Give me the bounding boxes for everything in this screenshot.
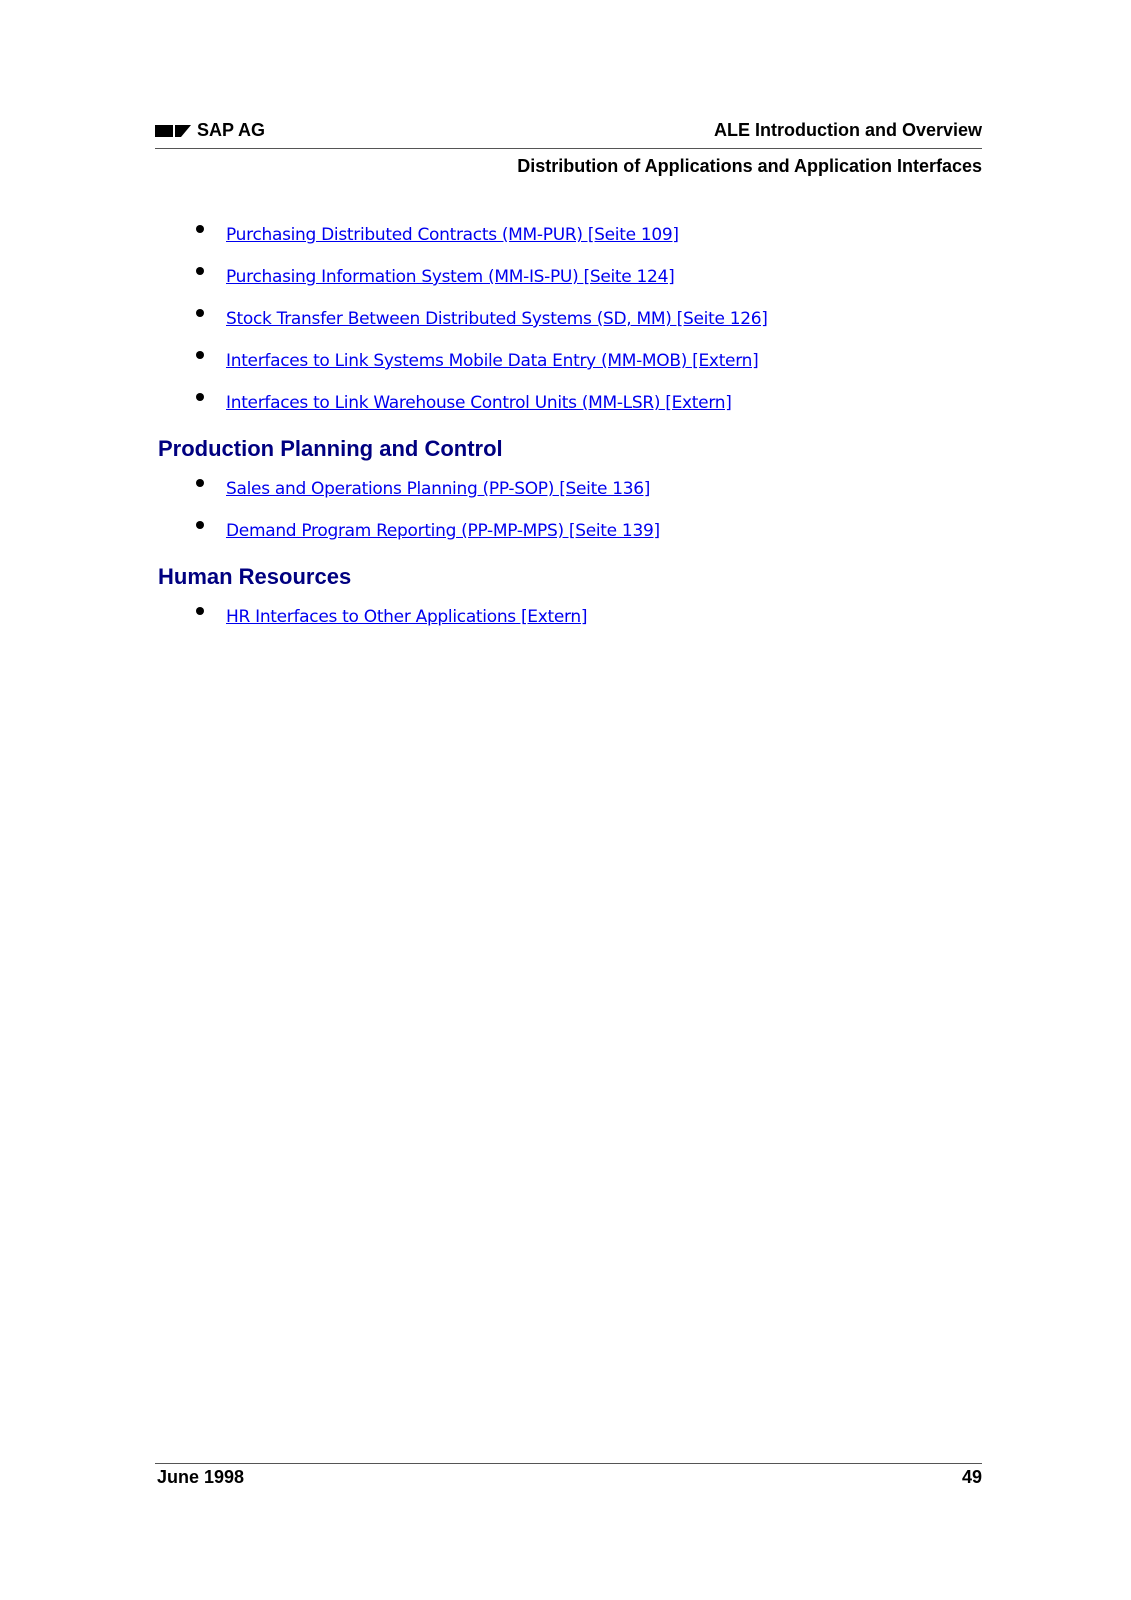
company-name: SAP AG <box>197 120 266 140</box>
page-header <box>155 118 982 149</box>
link-warehouse-control-units[interactable]: Interfaces to Link Warehouse Control Units (MM-LSR) [Extern] <box>226 393 732 413</box>
link-stock-transfer[interactable]: Stock Transfer Between Distributed Systems (SD, MM) [Seite 126] <box>226 309 768 329</box>
list-item <box>158 264 978 306</box>
list-item <box>158 390 978 432</box>
list-item <box>158 604 978 646</box>
list-item <box>158 222 978 264</box>
list-item <box>158 476 978 518</box>
page-content <box>158 222 978 646</box>
page-footer <box>155 1463 982 1491</box>
sap-logo-icon <box>155 125 191 137</box>
link-list-human-resources <box>158 604 978 646</box>
bullet-icon <box>196 225 204 233</box>
bullet-icon <box>196 607 204 615</box>
bullet-icon <box>196 351 204 359</box>
document-title: ALE Introduction and Overview <box>713 120 982 140</box>
bullet-icon <box>196 479 204 487</box>
bullet-icon <box>196 393 204 401</box>
bullet-icon <box>196 309 204 317</box>
bullet-icon <box>196 267 204 275</box>
link-demand-program-reporting[interactable]: Demand Program Reporting (PP-MP-MPS) [Seite 139] <box>226 521 660 541</box>
section-heading-human-resources: Human Resources <box>158 564 352 589</box>
link-list-production-planning <box>158 476 978 560</box>
list-item <box>158 306 978 348</box>
chapter-subtitle: Distribution of Applications and Application Interfaces <box>517 156 982 176</box>
link-list-logistics <box>158 222 978 432</box>
link-mobile-data-entry[interactable]: Interfaces to Link Systems Mobile Data Entry (MM-MOB) [Extern] <box>226 351 759 371</box>
page-number: 49 <box>961 1467 982 1487</box>
link-purchasing-distributed-contracts[interactable]: Purchasing Distributed Contracts (MM-PUR) [Seite 109] <box>226 225 679 245</box>
link-purchasing-information-system[interactable]: Purchasing Information System (MM-IS-PU) [Seite 124] <box>226 267 675 287</box>
bullet-icon <box>196 521 204 529</box>
link-sales-operations-planning[interactable]: Sales and Operations Planning (PP-SOP) [Seite 136] <box>226 479 651 499</box>
list-item <box>158 518 978 560</box>
publication-date: June 1998 <box>157 1467 245 1487</box>
list-item <box>158 348 978 390</box>
link-hr-interfaces[interactable]: HR Interfaces to Other Applications [Extern] <box>226 607 588 627</box>
section-heading-production-planning: Production Planning and Control <box>158 436 503 461</box>
